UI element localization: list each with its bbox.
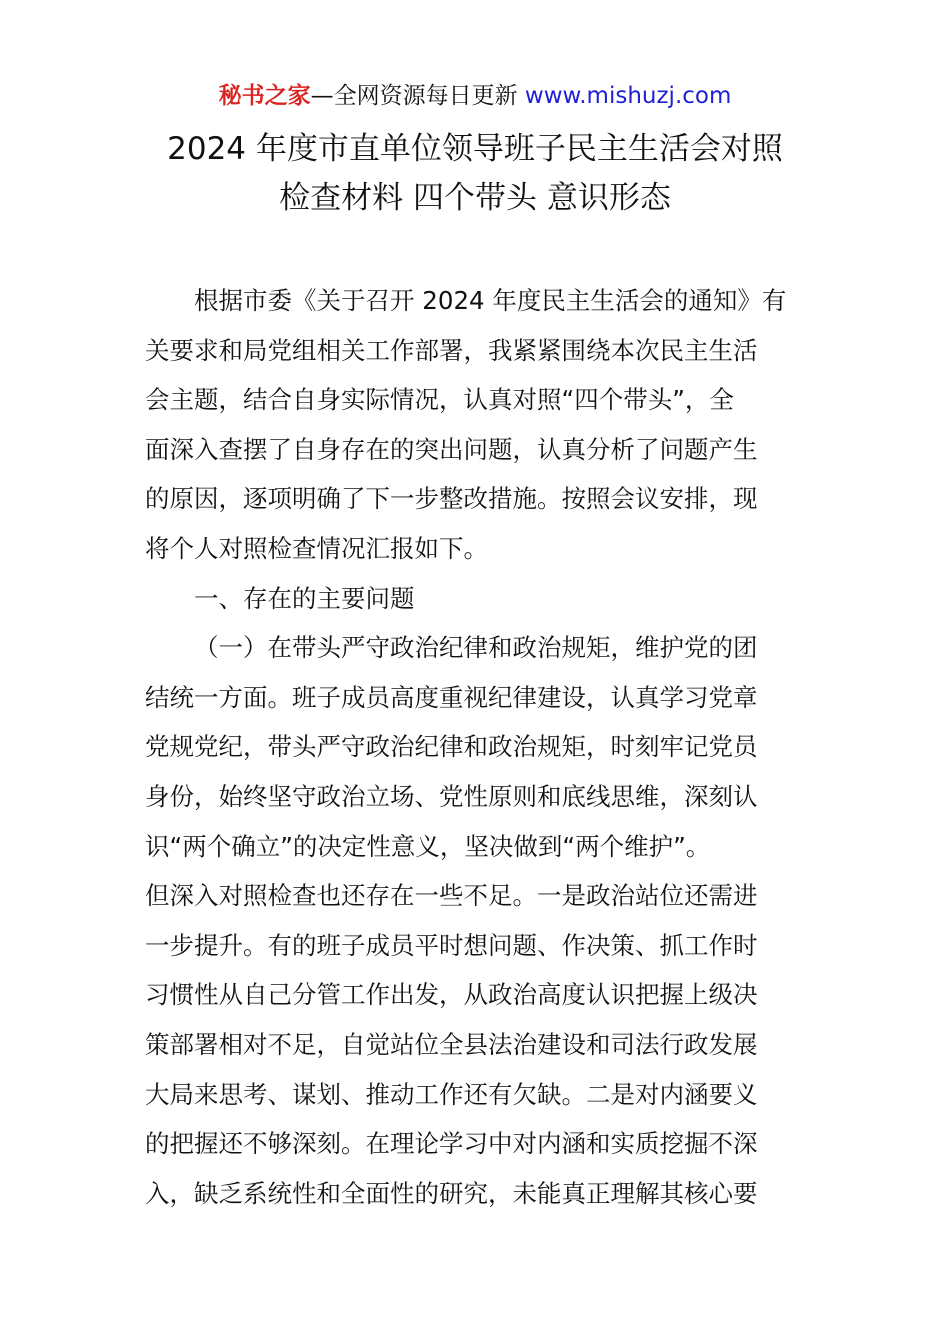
paragraph-line: 将个人对照检查情况汇报如下。 bbox=[145, 533, 488, 563]
site-url[interactable]: www.mishuzj.com bbox=[524, 83, 732, 109]
paragraph-line: 识“两个确立”的决定性意义，坚决做到“两个维护”。 bbox=[145, 831, 711, 861]
paragraph-line: 关要求和局党组相关工作部署，我紧紧围绕本次民主生活 bbox=[145, 335, 758, 365]
site-tagline: —全网资源每日更新 bbox=[310, 83, 518, 109]
paragraph-line: 根据市委《关于召开 2024 年度民主生活会的通知》有 bbox=[194, 286, 787, 315]
brand-name: 秘书之家 bbox=[218, 83, 311, 109]
paragraph-line: 一步提升。有的班子成员平时想问题、作决策、抓工作时 bbox=[145, 930, 758, 960]
paragraph-line: 会主题，结合自身实际情况，认真对照“四个带头”，全 bbox=[145, 385, 734, 415]
paragraph-line: 身份，始终坚守政治立场、党性原则和底线思维，深刻认 bbox=[145, 781, 758, 811]
paragraph-line: 入，缺乏系统性和全面性的研究，未能真正理解其核心要 bbox=[145, 1178, 758, 1208]
paragraph-line: 策部署相对不足，自觉站位全县法治建设和司法行政发展 bbox=[145, 1029, 758, 1059]
paragraph-line: （一）在带头严守政治纪律和政治规矩，维护党的团 bbox=[194, 633, 758, 663]
document-title-line-1: 2024 年度市直单位领导班子民主生活会对照 bbox=[167, 131, 783, 167]
site-header bbox=[0, 80, 950, 112]
paragraph-line: 但深入对照检查也还存在一些不足。一是政治站位还需进 bbox=[145, 881, 758, 911]
paragraph-line: 面深入查摆了自身存在的突出问题，认真分析了问题产生 bbox=[145, 434, 758, 464]
paragraph-line: 结统一方面。班子成员高度重视纪律建设，认真学习党章 bbox=[145, 682, 758, 712]
paragraph-line: 党规党纪，带头严守政治纪律和政治规矩，时刻牢记党员 bbox=[145, 732, 758, 762]
document-title-line-2: 检查材料 四个带头 意识形态 bbox=[279, 180, 671, 216]
document-body bbox=[145, 276, 807, 1218]
section-heading: 一、存在的主要问题 bbox=[194, 583, 415, 613]
paragraph-line: 大局来思考、谋划、推动工作还有欠缺。二是对内涵要义 bbox=[145, 1079, 758, 1109]
paragraph-line: 的原因，逐项明确了下一步整改措施。按照会议安排，现 bbox=[145, 484, 758, 514]
paragraph-line: 的把握还不够深刻。在理论学习中对内涵和实质挖掘不深 bbox=[145, 1129, 758, 1159]
paragraph-line: 习惯性从自己分管工作出发，从政治高度认识把握上级决 bbox=[145, 980, 758, 1010]
